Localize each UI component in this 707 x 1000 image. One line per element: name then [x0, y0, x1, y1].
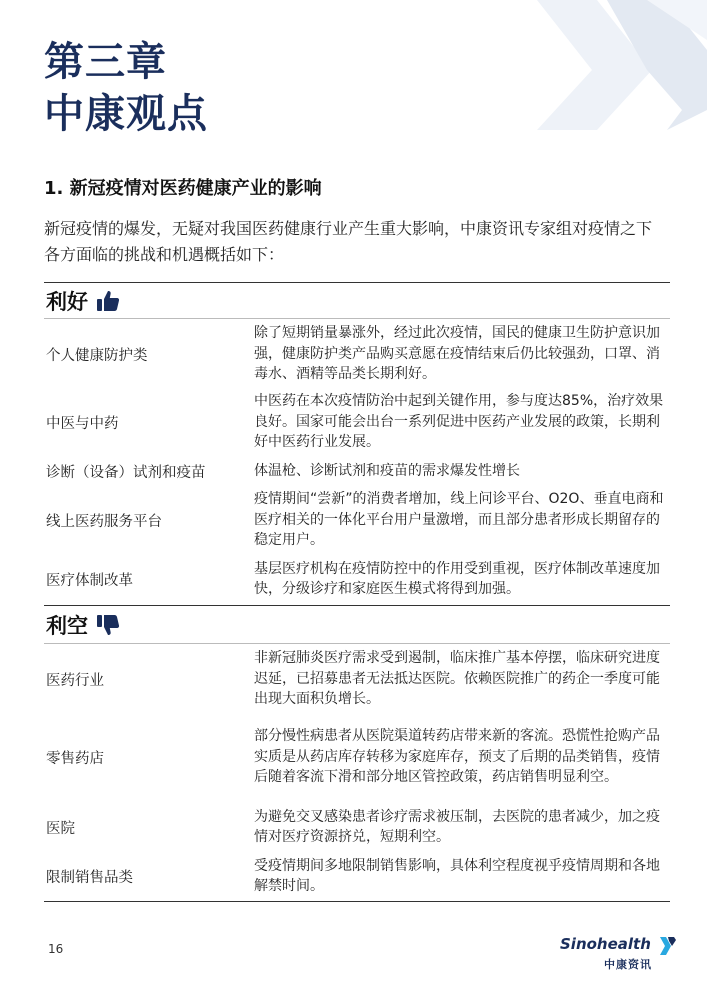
row-description: 受疫情期间多地限制销售影响，具体利空程度视乎疫情周期和各地解禁时间。: [254, 857, 660, 894]
logo-text-cn: 中康资讯: [604, 958, 652, 971]
negative-heading-label: 利空: [46, 614, 88, 638]
row-category: 诊断（设备）试剂和疫苗: [46, 464, 206, 481]
table-row: [44, 389, 670, 455]
decorative-chevron-shapes: [447, 0, 707, 130]
row-category: 医疗体制改革: [46, 572, 133, 589]
divider: [44, 605, 670, 606]
row-category: 限制销售品类: [46, 869, 133, 886]
chapter-name: 中康观点: [44, 91, 208, 137]
row-description: 中医药在本次疫情防治中起到关键作用，参与度达85%，治疗效果良好。国家可能会出台一系列促进中医药产业发展的政策，长期利好中医药行业发展。: [254, 393, 664, 451]
table-row: [44, 457, 670, 485]
sinohealth-logo: [560, 935, 680, 975]
row-description: 为避免交叉感染患者诊疗需求被压制，去医院的患者减少，加之疫情对医疗资源挤兑，短期利空。: [254, 808, 660, 845]
thumbs-down-icon: [96, 613, 120, 637]
table-row: [44, 646, 670, 712]
row-description: 部分慢性病患者从医院渠道转药店带来新的客流。恐慌性抢购产品实质是从药店库存转移为家庭库存，预支了后期的品类销售，疫情后随着客流下滑和部分地区管控政策，药店销售明显利空。: [254, 728, 660, 786]
table-row: [44, 487, 670, 553]
row-category: 个人健康防护类: [46, 347, 148, 364]
row-category: 医药行业: [46, 672, 104, 689]
positive-heading: [46, 286, 120, 316]
row-category: 线上医药服务平台: [46, 513, 162, 530]
logo-text-en: Sinohealth: [560, 935, 651, 953]
logo-chevron-icon: [660, 937, 676, 955]
chapter-title: [44, 36, 208, 140]
table-row: [44, 804, 670, 850]
chapter-number: 第三章: [44, 39, 167, 85]
row-category: 中医与中药: [46, 415, 119, 432]
row-category: 医院: [46, 820, 75, 837]
negative-heading: [46, 610, 120, 640]
divider: [44, 282, 670, 283]
intro-paragraph: 新冠疫情的爆发，无疑对我国医药健康行业产生重大影响，中康资讯专家组对疫情之下各方面临的挑战和机遇概括如下：: [44, 219, 653, 264]
divider: [44, 643, 670, 644]
section-title: 1. 新冠疫情对医药健康产业的影响: [44, 178, 322, 199]
row-description: 体温枪、诊断试剂和疫苗的需求爆发性增长: [254, 462, 520, 479]
page-number: 16: [48, 942, 64, 956]
table-row: [44, 714, 670, 800]
thumbs-up-icon: [96, 289, 120, 313]
row-description: 疫情期间“尝新”的消费者增加，线上问诊平台、O2O、垂直电商和医疗相关的一体化平台用户量激增，而且部分患者形成长期留存的稳定用户。: [254, 491, 664, 549]
row-category: 零售药店: [46, 750, 104, 767]
positive-heading-label: 利好: [46, 290, 88, 314]
table-row: [44, 556, 670, 602]
row-description: 除了短期销量暴涨外，经过此次疫情，国民的健康卫生防护意识加强，健康防护类产品购买意愿在疫情结束后仍比较强劲，口罩、消毒水、酒精等品类长期利好。: [254, 325, 660, 383]
row-description: 非新冠肺炎医疗需求受到遏制，临床推广基本停摆，临床研究进度迟延，已招募患者无法抵达医院。依赖医院推广的药企一季度可能出现大面积负增长。: [254, 650, 660, 708]
table-row: [44, 853, 670, 899]
row-description: 基层医疗机构在疫情防控中的作用受到重视，医疗体制改革速度加快，分级诊疗和家庭医生模式将得到加强。: [254, 560, 660, 597]
table-row: [44, 321, 670, 387]
divider: [44, 901, 670, 902]
divider: [44, 318, 670, 319]
